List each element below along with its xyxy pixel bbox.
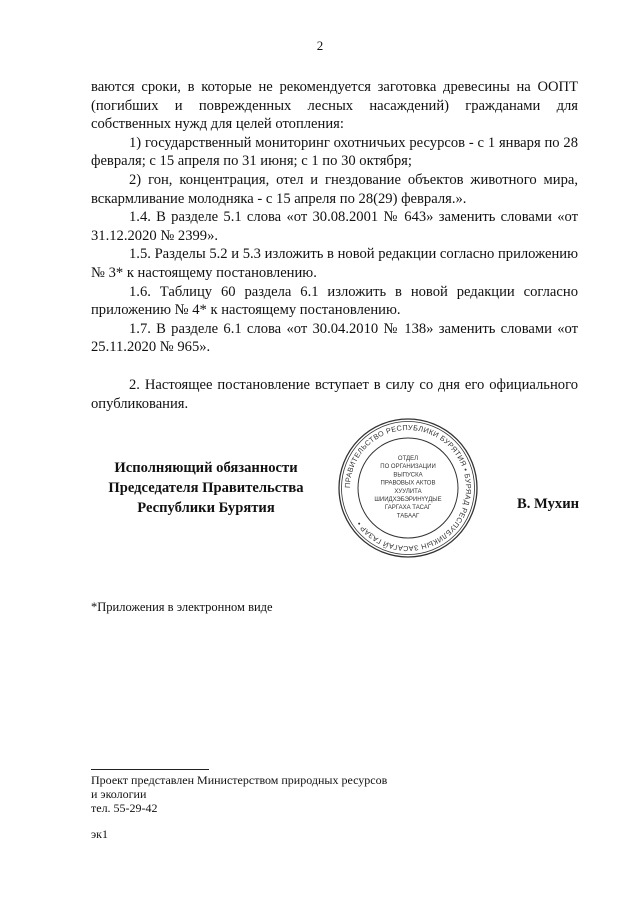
footnote (91, 773, 387, 815)
page-number: 2 (316, 38, 324, 53)
footnote-divider (91, 769, 209, 770)
svg-text:ПРАВИТЕЛЬСТВО РЕСПУБЛИКИ БУРЯТ: ПРАВИТЕЛЬСТВО РЕСПУБЛИКИ БУРЯТИЯ • БУРЯАД РЕСПУБЛИКЫН ЗАСАГАЙ ГАЗАР • (342, 422, 474, 554)
paragraph-1-7: 1.7. В разделе 6.1 слова «от 30.04.2010 № 138» заменить словами «от 25.11.2020 № 965». (91, 320, 578, 356)
paragraph-1-6: 1.6. Таблицу 60 раздела 6.1 изложить в новой редакции согласно приложению № 4* к настоящему постановлению. (91, 283, 578, 319)
paragraph-item-2: 2) гон, концентрация, отел и гнездование объектов животного мира, вскармливание молодняка - с 15 апреля по 28(29) февраля.». (91, 171, 578, 207)
stamp-text-line: ПРАВОВЫХ АКТОВ (380, 480, 436, 487)
stamp-text-line: ВЫПУСКА (393, 472, 423, 479)
signature-title-line: Исполняющий обязанности (114, 460, 298, 476)
signer-name: В. Мухин (517, 496, 580, 512)
paragraph-continuation: ваются сроки, в которые не рекомендуется заготовка древесины на ООПТ (погибших и поврежденных лесных насаждений) гражданами для собственных нужд для целей отопления: (91, 79, 578, 133)
appendix-note: *Приложения в электронном виде (91, 600, 273, 614)
official-stamp (336, 416, 480, 560)
paragraph-2: 2. Настоящее постановление вступает в силу со дня его официального опубликования. (91, 376, 578, 412)
paragraph-item-1: 1) государственный мониторинг охотничьих ресурсов - с 1 января по 28 февраля; с 15 апреля по 31 июня; с 1 по 30 октября; (91, 134, 578, 170)
paragraph-1-4: 1.4. В разделе 5.1 слова «от 30.08.2001 № 643» заменить словами «от 31.12.2020 № 2399». (91, 209, 578, 244)
footnote-line: и экологии (91, 787, 147, 801)
paragraph-1-5: 1.5. Разделы 5.2 и 5.3 изложить в новой редакции согласно приложению № 3* к настоящему постановлению. (91, 246, 578, 281)
signature-title-line: Председателя Правительства (108, 480, 304, 496)
stamp-text-line: ТАБААГ (396, 513, 420, 520)
stamp-text-line: ХУУЛИТА (394, 488, 422, 495)
document-body (91, 78, 578, 413)
signature-title-line: Республики Бурятия (137, 500, 275, 516)
document-code: эк1 (91, 827, 108, 841)
footnote-line: Проект представлен Министерством природных ресурсов (91, 773, 388, 787)
stamp-text-line: ГАРГАХА ТАСАГ (384, 505, 432, 512)
footnote-line: тел. 55-29-42 (91, 801, 158, 815)
signature-title (91, 458, 321, 518)
stamp-text-line: ОТДЕЛ (397, 456, 419, 462)
stamp-text-line: ШИИДХЭБЭРИНҮҮДЫЕ (374, 497, 442, 503)
stamp-text-line: ПО ОРГАНИЗАЦИИ (380, 464, 436, 471)
